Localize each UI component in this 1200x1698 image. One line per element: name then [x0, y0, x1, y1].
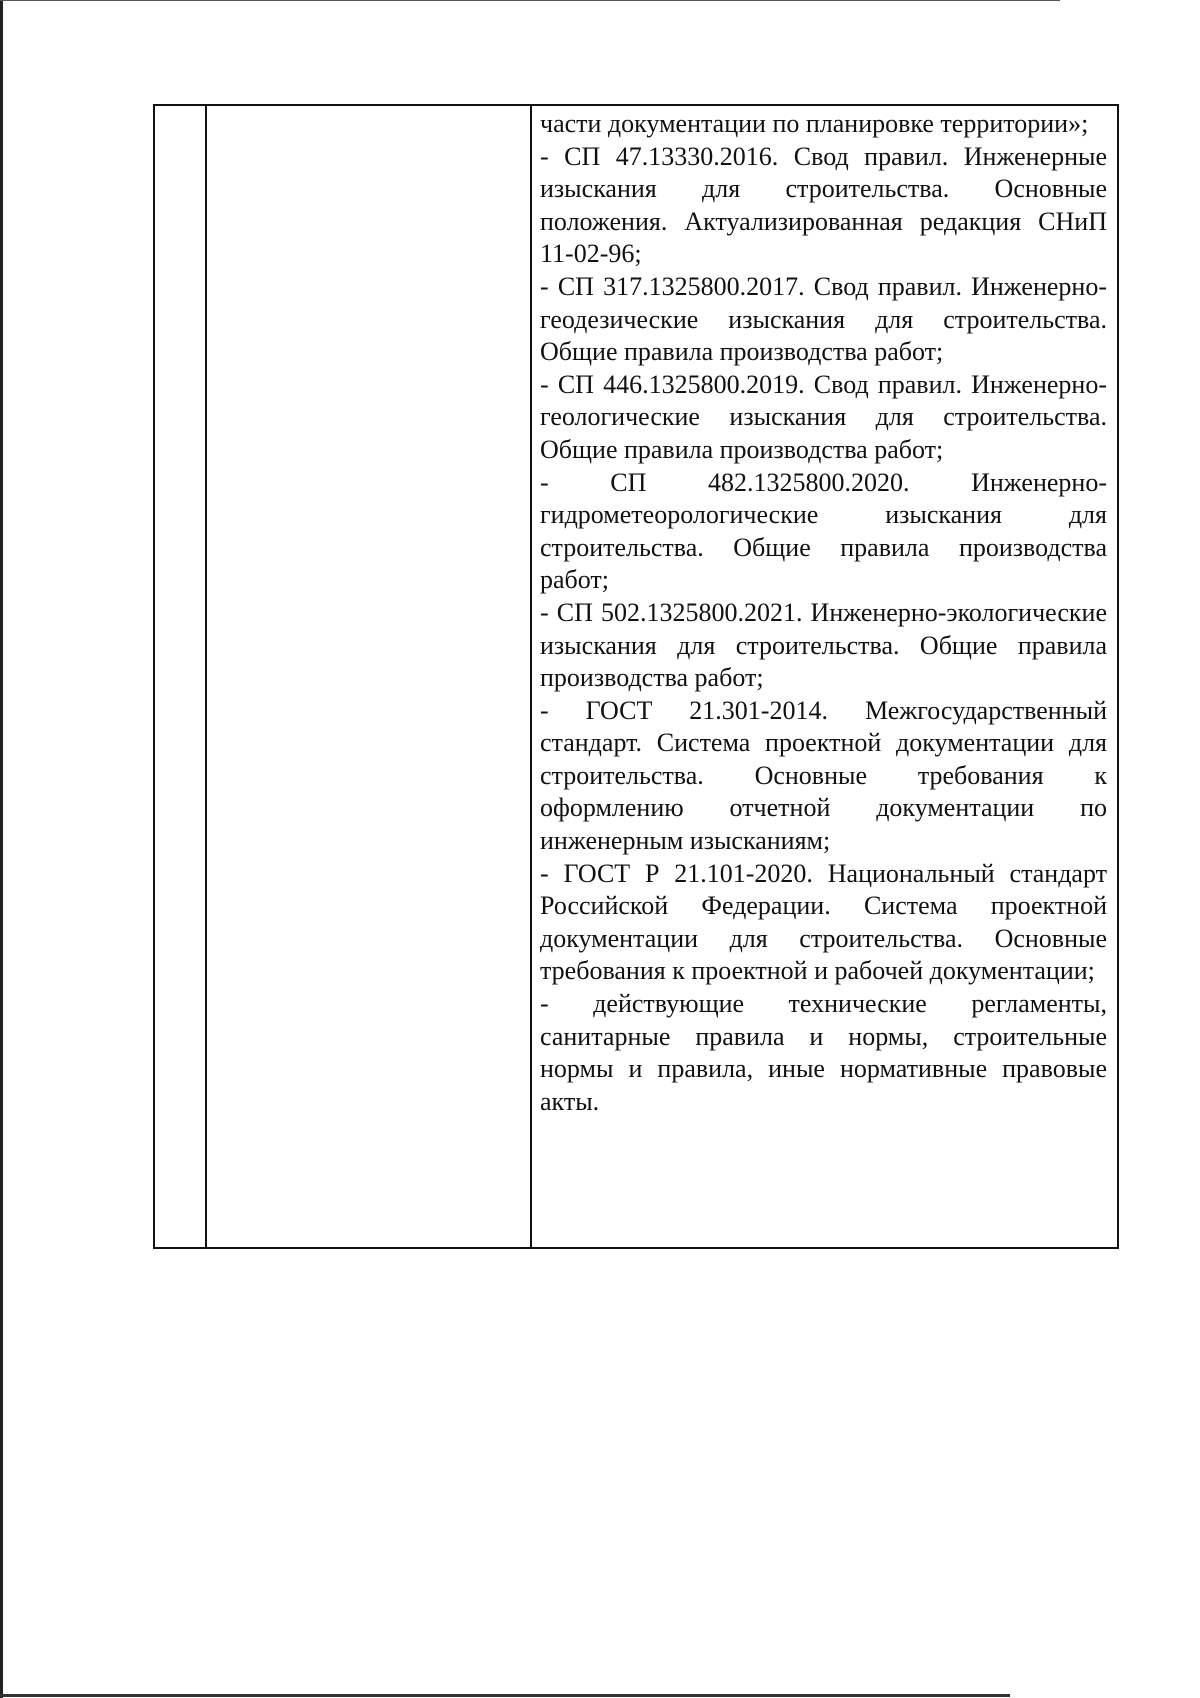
row-description-cell: [531, 105, 1118, 1248]
description-paragraph: - СП 47.13330.2016. Свод правил. Инженерные изыскания для строительства. Основные положения. Актуализированная редакция СНиП 11-02-96;: [540, 141, 1107, 269]
description-paragraph: - СП 446.1325800.2019. Свод правил. Инженерно-геологические изыскания для строительства. Общие правила производства работ;: [540, 369, 1107, 464]
scan-edge-top: [0, 0, 1060, 1]
description-text: [532, 106, 1117, 1118]
description-paragraph: - действующие технические регламенты, санитарные правила и нормы, строительные нормы и правила, иные нормативные правовые акты.: [540, 989, 1107, 1116]
scan-edge-left: [0, 0, 3, 1698]
description-paragraph: - СП 317.1325800.2017. Свод правил. Инженерно-геодезические изыскания для строительства. Общие правила производства работ;: [540, 271, 1107, 367]
row-name-cell: [206, 105, 531, 1248]
row-number-cell: [154, 105, 206, 1248]
description-paragraph: - СП 502.1325800.2021. Инженерно-экологические изыскания для строительства. Общие правила производства работ;: [540, 597, 1107, 693]
requirements-table: [153, 104, 1119, 1249]
scan-edge-bottom: [0, 1694, 1010, 1697]
description-paragraph: - ГОСТ Р 21.101-2020. Национальный стандарт Российской Федерации. Система проектной документации для строительства. Основные требования к проектной и рабочей документации;: [540, 858, 1107, 986]
description-paragraph: - ГОСТ 21.301-2014. Межгосударственный стандарт. Система проектной документации для строительства. Основные требования к оформлению отчетной документации по инженерным изысканиям;: [540, 695, 1107, 856]
table-row: [154, 105, 1118, 1248]
description-paragraph: - СП 482.1325800.2020. Инженерно-гидрометеорологические изыскания для строительства. Общие правила производства работ;: [540, 467, 1107, 595]
description-paragraph: части документации по планировке территории»;: [540, 109, 1089, 138]
